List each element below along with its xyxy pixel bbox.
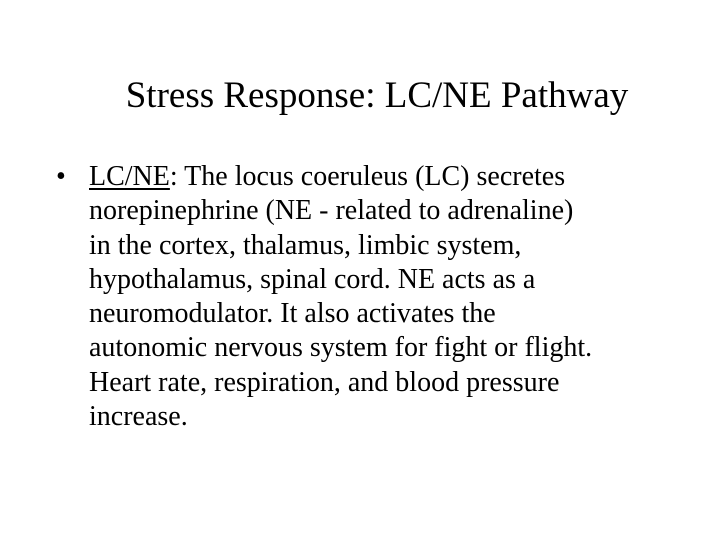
bullet-line-8: increase.: [89, 401, 188, 433]
bullet-line-2: norepinephrine (NE - related to adrenaline): [89, 195, 574, 227]
bullet-line-1-rest: : The locus coeruleus (LC) secretes: [169, 161, 566, 192]
bullet-line-3: in the cortex, thalamus, limbic system,: [89, 229, 522, 261]
bullet-text: [89, 160, 696, 434]
bullet-line-5: neuromodulator. It also activates the: [89, 298, 496, 330]
bullet-term: LC/NE: [89, 161, 170, 192]
bullet-line-6: autonomic nervous system for fight or flight.: [89, 332, 593, 364]
slide-title: Stress Response: LC/NE Pathway: [125, 75, 629, 116]
bullet-line-1: [89, 160, 696, 194]
bullet-item: [56, 160, 696, 434]
bullet-line-7: Heart rate, respiration, and blood pressure: [89, 366, 560, 398]
bullet-line-4: hypothalamus, spinal cord. NE acts as a: [89, 263, 536, 295]
bullet-marker: •: [56, 161, 66, 192]
